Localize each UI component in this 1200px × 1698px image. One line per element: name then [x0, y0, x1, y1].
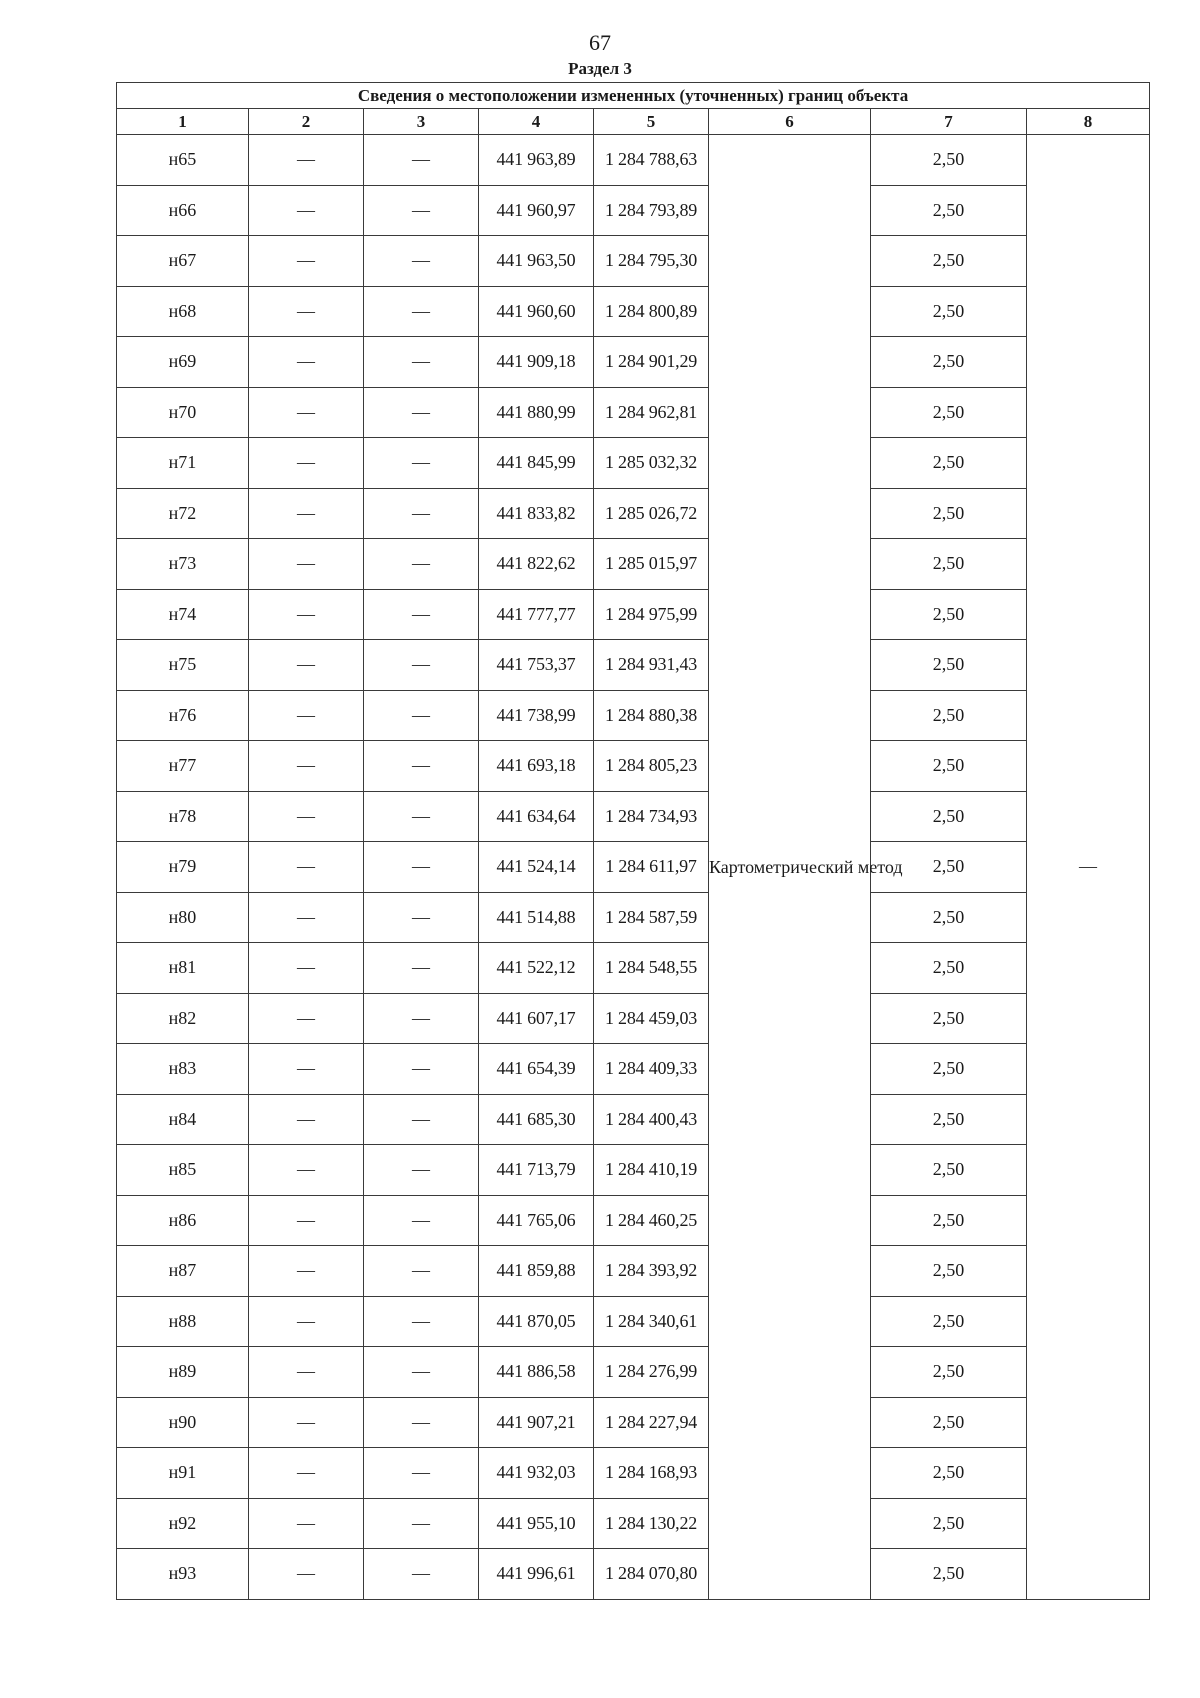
x-coordinate-cell: 441 693,18 [479, 741, 594, 792]
y-coordinate-cell: 1 284 340,61 [594, 1296, 709, 1347]
column2-cell: — [249, 337, 364, 388]
point-name-cell: н66 [117, 185, 249, 236]
point-name-cell: н80 [117, 892, 249, 943]
y-coordinate-cell: 1 284 070,80 [594, 1549, 709, 1600]
method-cell: Картометрический метод [709, 135, 871, 1600]
x-coordinate-cell: 441 963,89 [479, 135, 594, 186]
accuracy-cell: 2,50 [871, 892, 1027, 943]
point-name-cell: н70 [117, 387, 249, 438]
column2-cell: — [249, 892, 364, 943]
point-name-cell: н71 [117, 438, 249, 489]
x-coordinate-cell: 441 960,97 [479, 185, 594, 236]
column2-cell: — [249, 1195, 364, 1246]
accuracy-cell: 2,50 [871, 1145, 1027, 1196]
boundary-coordinates-table [116, 82, 1150, 1600]
accuracy-cell: 2,50 [871, 1094, 1027, 1145]
point-name-cell: н77 [117, 741, 249, 792]
table-row [117, 589, 1150, 640]
point-name-cell: н92 [117, 1498, 249, 1549]
point-name-cell: н79 [117, 842, 249, 893]
accuracy-cell: 2,50 [871, 1195, 1027, 1246]
column3-cell: — [364, 1347, 479, 1398]
point-name-cell: н84 [117, 1094, 249, 1145]
column2-cell: — [249, 438, 364, 489]
table-row [117, 842, 1150, 893]
point-name-cell: н69 [117, 337, 249, 388]
column2-cell: — [249, 741, 364, 792]
point-name-cell: н72 [117, 488, 249, 539]
table-row [117, 337, 1150, 388]
column3-cell: — [364, 1498, 479, 1549]
y-coordinate-cell: 1 284 400,43 [594, 1094, 709, 1145]
x-coordinate-cell: 441 685,30 [479, 1094, 594, 1145]
table-row [117, 1549, 1150, 1600]
point-name-cell: н91 [117, 1448, 249, 1499]
y-coordinate-cell: 1 285 032,32 [594, 438, 709, 489]
column3-cell: — [364, 690, 479, 741]
table-row [117, 1044, 1150, 1095]
x-coordinate-cell: 441 524,14 [479, 842, 594, 893]
y-coordinate-cell: 1 284 734,93 [594, 791, 709, 842]
table-row [117, 892, 1150, 943]
column2-cell: — [249, 1397, 364, 1448]
x-coordinate-cell: 441 765,06 [479, 1195, 594, 1246]
accuracy-cell: 2,50 [871, 1397, 1027, 1448]
table-row [117, 640, 1150, 691]
table-row [117, 438, 1150, 489]
y-coordinate-cell: 1 284 795,30 [594, 236, 709, 287]
accuracy-cell: 2,50 [871, 488, 1027, 539]
accuracy-cell: 2,50 [871, 1448, 1027, 1499]
column3-cell: — [364, 438, 479, 489]
y-coordinate-cell: 1 284 587,59 [594, 892, 709, 943]
section-title: Раздел 3 [568, 59, 632, 78]
column-number: 3 [364, 109, 479, 135]
y-coordinate-cell: 1 284 130,22 [594, 1498, 709, 1549]
x-coordinate-cell: 441 909,18 [479, 337, 594, 388]
y-coordinate-cell: 1 284 227,94 [594, 1397, 709, 1448]
y-coordinate-cell: 1 285 015,97 [594, 539, 709, 590]
accuracy-cell: 2,50 [871, 791, 1027, 842]
column3-cell: — [364, 539, 479, 590]
x-coordinate-cell: 441 753,37 [479, 640, 594, 691]
column-number-row [117, 109, 1150, 135]
column3-cell: — [364, 589, 479, 640]
page-number: 67 [589, 30, 611, 55]
accuracy-cell: 2,50 [871, 741, 1027, 792]
accuracy-cell: 2,50 [871, 943, 1027, 994]
column2-cell: — [249, 1498, 364, 1549]
accuracy-cell: 2,50 [871, 842, 1027, 893]
column3-cell: — [364, 741, 479, 792]
accuracy-cell: 2,50 [871, 640, 1027, 691]
column3-cell: — [364, 1044, 479, 1095]
column3-cell: — [364, 993, 479, 1044]
accuracy-cell: 2,50 [871, 236, 1027, 287]
accuracy-cell: 2,50 [871, 387, 1027, 438]
column2-cell: — [249, 539, 364, 590]
y-coordinate-cell: 1 284 805,23 [594, 741, 709, 792]
column3-cell: — [364, 286, 479, 337]
point-name-cell: н87 [117, 1246, 249, 1297]
column2-cell: — [249, 286, 364, 337]
point-name-cell: н76 [117, 690, 249, 741]
x-coordinate-cell: 441 859,88 [479, 1246, 594, 1297]
table-row [117, 135, 1150, 186]
accuracy-cell: 2,50 [871, 1044, 1027, 1095]
column2-cell: — [249, 640, 364, 691]
y-coordinate-cell: 1 284 962,81 [594, 387, 709, 438]
point-name-cell: н75 [117, 640, 249, 691]
column3-cell: — [364, 1145, 479, 1196]
column2-cell: — [249, 1145, 364, 1196]
accuracy-cell: 2,50 [871, 1246, 1027, 1297]
accuracy-cell: 2,50 [871, 539, 1027, 590]
column-number: 2 [249, 109, 364, 135]
column3-cell: — [364, 337, 479, 388]
table-row [117, 993, 1150, 1044]
column3-cell: — [364, 387, 479, 438]
table-row [117, 943, 1150, 994]
column3-cell: — [364, 640, 479, 691]
table-row [117, 387, 1150, 438]
y-coordinate-cell: 1 284 611,97 [594, 842, 709, 893]
point-name-cell: н83 [117, 1044, 249, 1095]
table-row [117, 690, 1150, 741]
column2-cell: — [249, 1347, 364, 1398]
column2-cell: — [249, 236, 364, 287]
column3-cell: — [364, 1549, 479, 1600]
column3-cell: — [364, 1246, 479, 1297]
column2-cell: — [249, 690, 364, 741]
accuracy-cell: 2,50 [871, 690, 1027, 741]
y-coordinate-cell: 1 284 459,03 [594, 993, 709, 1044]
accuracy-cell: 2,50 [871, 286, 1027, 337]
column3-cell: — [364, 236, 479, 287]
y-coordinate-cell: 1 284 975,99 [594, 589, 709, 640]
column2-cell: — [249, 1094, 364, 1145]
y-coordinate-cell: 1 284 901,29 [594, 337, 709, 388]
column3-cell: — [364, 842, 479, 893]
table-row [117, 1347, 1150, 1398]
column-number: 1 [117, 109, 249, 135]
column2-cell: — [249, 135, 364, 186]
column2-cell: — [249, 1448, 364, 1499]
table-row [117, 488, 1150, 539]
table-row [117, 1195, 1150, 1246]
accuracy-cell: 2,50 [871, 993, 1027, 1044]
x-coordinate-cell: 441 713,79 [479, 1145, 594, 1196]
point-name-cell: н88 [117, 1296, 249, 1347]
y-coordinate-cell: 1 284 931,43 [594, 640, 709, 691]
table-row [117, 539, 1150, 590]
y-coordinate-cell: 1 284 880,38 [594, 690, 709, 741]
point-name-cell: н65 [117, 135, 249, 186]
y-coordinate-cell: 1 284 793,89 [594, 185, 709, 236]
y-coordinate-cell: 1 284 460,25 [594, 1195, 709, 1246]
column3-cell: — [364, 1094, 479, 1145]
column8-cell: — [1027, 135, 1150, 1600]
y-coordinate-cell: 1 284 409,33 [594, 1044, 709, 1095]
x-coordinate-cell: 441 963,50 [479, 236, 594, 287]
table-row [117, 791, 1150, 842]
column-number: 7 [871, 109, 1027, 135]
column3-cell: — [364, 1296, 479, 1347]
table-row [117, 1145, 1150, 1196]
x-coordinate-cell: 441 960,60 [479, 286, 594, 337]
x-coordinate-cell: 441 822,62 [479, 539, 594, 590]
point-name-cell: н82 [117, 993, 249, 1044]
x-coordinate-cell: 441 654,39 [479, 1044, 594, 1095]
point-name-cell: н78 [117, 791, 249, 842]
y-coordinate-cell: 1 284 393,92 [594, 1246, 709, 1297]
x-coordinate-cell: 441 886,58 [479, 1347, 594, 1398]
accuracy-cell: 2,50 [871, 135, 1027, 186]
point-name-cell: н93 [117, 1549, 249, 1600]
column2-cell: — [249, 943, 364, 994]
table-row [117, 286, 1150, 337]
table-row [117, 185, 1150, 236]
table-row [117, 1296, 1150, 1347]
accuracy-cell: 2,50 [871, 589, 1027, 640]
table-caption: Сведения о местоположении измененных (уточненных) границ объекта [117, 83, 1150, 109]
column-number: 5 [594, 109, 709, 135]
point-name-cell: н74 [117, 589, 249, 640]
column2-cell: — [249, 791, 364, 842]
table-row [117, 236, 1150, 287]
column-number: 8 [1027, 109, 1150, 135]
column2-cell: — [249, 993, 364, 1044]
point-name-cell: н90 [117, 1397, 249, 1448]
column3-cell: — [364, 185, 479, 236]
x-coordinate-cell: 441 607,17 [479, 993, 594, 1044]
column2-cell: — [249, 1549, 364, 1600]
column2-cell: — [249, 185, 364, 236]
x-coordinate-cell: 441 932,03 [479, 1448, 594, 1499]
column2-cell: — [249, 589, 364, 640]
point-name-cell: н73 [117, 539, 249, 590]
column2-cell: — [249, 488, 364, 539]
accuracy-cell: 2,50 [871, 1549, 1027, 1600]
accuracy-cell: 2,50 [871, 185, 1027, 236]
column3-cell: — [364, 1195, 479, 1246]
accuracy-cell: 2,50 [871, 1296, 1027, 1347]
column-number: 4 [479, 109, 594, 135]
point-name-cell: н86 [117, 1195, 249, 1246]
column2-cell: — [249, 1044, 364, 1095]
column2-cell: — [249, 1296, 364, 1347]
x-coordinate-cell: 441 522,12 [479, 943, 594, 994]
table-row [117, 1094, 1150, 1145]
column2-cell: — [249, 387, 364, 438]
column3-cell: — [364, 488, 479, 539]
column2-cell: — [249, 1246, 364, 1297]
point-name-cell: н89 [117, 1347, 249, 1398]
point-name-cell: н85 [117, 1145, 249, 1196]
column-number: 6 [709, 109, 871, 135]
y-coordinate-cell: 1 284 800,89 [594, 286, 709, 337]
x-coordinate-cell: 441 845,99 [479, 438, 594, 489]
point-name-cell: н81 [117, 943, 249, 994]
accuracy-cell: 2,50 [871, 1347, 1027, 1398]
point-name-cell: н67 [117, 236, 249, 287]
table-body [117, 135, 1150, 1600]
x-coordinate-cell: 441 514,88 [479, 892, 594, 943]
accuracy-cell: 2,50 [871, 337, 1027, 388]
table-row [117, 1246, 1150, 1297]
x-coordinate-cell: 441 833,82 [479, 488, 594, 539]
x-coordinate-cell: 441 634,64 [479, 791, 594, 842]
x-coordinate-cell: 441 955,10 [479, 1498, 594, 1549]
x-coordinate-cell: 441 738,99 [479, 690, 594, 741]
x-coordinate-cell: 441 907,21 [479, 1397, 594, 1448]
y-coordinate-cell: 1 284 276,99 [594, 1347, 709, 1398]
table-row [117, 1448, 1150, 1499]
y-coordinate-cell: 1 284 788,63 [594, 135, 709, 186]
y-coordinate-cell: 1 284 410,19 [594, 1145, 709, 1196]
y-coordinate-cell: 1 284 548,55 [594, 943, 709, 994]
column3-cell: — [364, 135, 479, 186]
x-coordinate-cell: 441 870,05 [479, 1296, 594, 1347]
accuracy-cell: 2,50 [871, 1498, 1027, 1549]
table-row [117, 1397, 1150, 1448]
point-name-cell: н68 [117, 286, 249, 337]
accuracy-cell: 2,50 [871, 438, 1027, 489]
y-coordinate-cell: 1 285 026,72 [594, 488, 709, 539]
column3-cell: — [364, 791, 479, 842]
table-row [117, 741, 1150, 792]
y-coordinate-cell: 1 284 168,93 [594, 1448, 709, 1499]
table-row [117, 1498, 1150, 1549]
x-coordinate-cell: 441 777,77 [479, 589, 594, 640]
column3-cell: — [364, 1448, 479, 1499]
column3-cell: — [364, 1397, 479, 1448]
x-coordinate-cell: 441 996,61 [479, 1549, 594, 1600]
column3-cell: — [364, 943, 479, 994]
x-coordinate-cell: 441 880,99 [479, 387, 594, 438]
column2-cell: — [249, 842, 364, 893]
column3-cell: — [364, 892, 479, 943]
